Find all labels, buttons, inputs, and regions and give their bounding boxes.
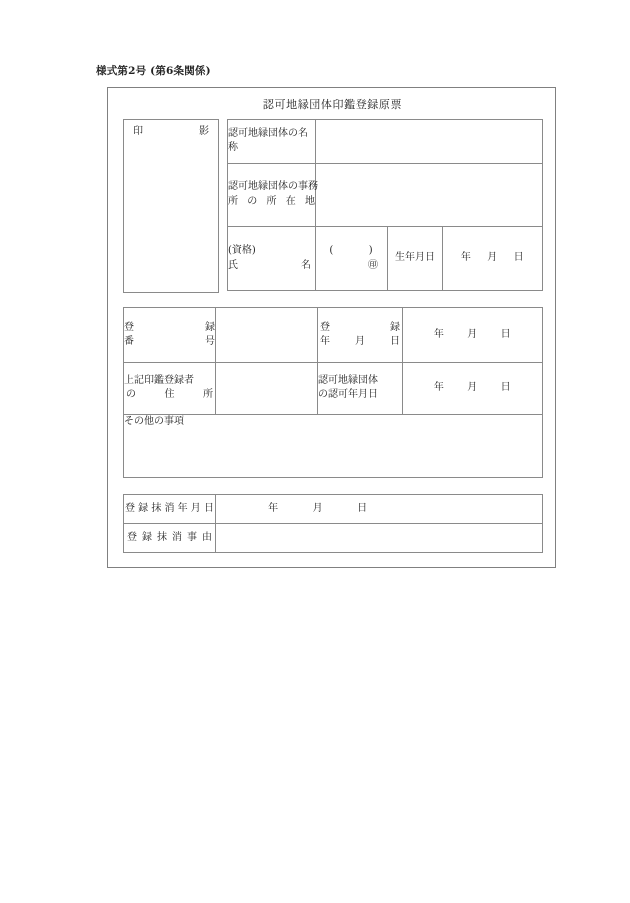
office-address-label [228, 163, 316, 227]
birthdate-month: 月 [487, 252, 498, 264]
regdate-char-4: 月 [355, 336, 365, 348]
registration-number-value[interactable] [216, 308, 318, 363]
paren-open: ( [329, 245, 335, 257]
registrant-address-value[interactable] [216, 363, 318, 414]
other-matters-cell[interactable] [124, 414, 543, 477]
birthdate-ymd [443, 251, 542, 266]
cancel-date-label-chars [124, 502, 215, 517]
registrant-address-label-line-2 [124, 388, 215, 403]
approval-month: 月 [467, 382, 478, 394]
addr-char-3: 所 [266, 195, 277, 207]
regdate-day: 日 [500, 328, 512, 340]
approval-date-value[interactable] [403, 363, 543, 414]
office-address-label-line-1: 認可地縁団体の事務 [228, 181, 318, 193]
registration-date-label [318, 308, 403, 363]
identity-table [227, 119, 543, 291]
cancel-reason-label-chars [124, 531, 215, 546]
form-number-label: 様式第2号 (第6条関係) [96, 65, 211, 77]
registration-date-ymd [403, 328, 542, 343]
birthdate-value[interactable] [443, 227, 543, 291]
office-address-label-line-2 [228, 195, 315, 210]
addr-char-5: 地 [305, 195, 315, 207]
seal-label-char-1: 印 [133, 126, 143, 137]
seal-mark-icon: ㊞ [368, 259, 378, 271]
cancel-reason-char-3: 抹 [157, 531, 167, 543]
table-row [228, 163, 543, 227]
approval-date-label [318, 363, 403, 414]
table-row [124, 363, 543, 414]
seal-impression-table [123, 119, 219, 293]
regdate-year: 年 [433, 328, 445, 340]
qualification-value [316, 244, 387, 259]
cancel-date-char-6: 月 [190, 502, 201, 514]
regaddr-char-3: 所 [203, 389, 213, 401]
registrant-address-label [124, 363, 216, 414]
name-char-1: 氏 [228, 259, 238, 271]
cancel-date-char-5: 年 [177, 502, 188, 514]
reg-date-label-line-2 [318, 335, 402, 350]
cancel-date-char-4: 消 [164, 502, 175, 514]
cancellation-reason-value[interactable] [216, 524, 543, 553]
registration-date-value[interactable] [403, 308, 543, 363]
table-row [228, 227, 543, 291]
regno-char-4: 号 [205, 336, 215, 348]
seal-label-char-2: 影 [199, 126, 209, 137]
seal-impression-cell[interactable] [124, 120, 219, 293]
group-name-value[interactable] [316, 120, 543, 164]
regdate-char-5: 日 [390, 336, 400, 348]
cancellation-reason-label [124, 524, 216, 553]
name-char-2: 名 [301, 259, 311, 271]
paren-close: ) [368, 245, 374, 257]
cancel-reason-char-2: 録 [142, 531, 152, 543]
cancellation-date-value[interactable] [216, 495, 543, 524]
cancellation-date-ymd [216, 502, 542, 517]
regno-char-2: 録 [205, 321, 215, 333]
table-row [124, 120, 219, 293]
page-title: 認可地縁団体印鑑登録原票 [262, 98, 403, 111]
cancel-month: 月 [312, 502, 324, 514]
cancel-date-char-3: 抹 [151, 502, 162, 514]
office-address-value[interactable] [316, 163, 543, 227]
birthdate-label: 生年月日 [388, 227, 443, 291]
representative-label [228, 227, 316, 291]
cancel-year: 年 [268, 502, 279, 514]
cancel-date-char-2: 録 [138, 502, 149, 514]
registration-table [123, 307, 543, 478]
representative-value-cell[interactable] [316, 227, 388, 291]
birthdate-year: 年 [460, 252, 472, 264]
cancel-reason-char-4: 消 [172, 531, 182, 543]
table-row [228, 120, 543, 164]
cancel-date-char-1: 登 [125, 502, 135, 514]
approval-date-label-line-1: 認可地縁団体 [318, 374, 378, 386]
approval-date-ymd [403, 381, 542, 396]
other-matters-label: その他の事項 [124, 415, 184, 427]
reg-no-label-line-2 [124, 335, 215, 350]
birthdate-day: 日 [513, 252, 525, 264]
cancel-reason-char-5: 事 [187, 531, 197, 543]
regdate-char-3: 年 [320, 336, 330, 348]
addr-char-4: 在 [285, 195, 296, 207]
regdate-char-2: 録 [390, 321, 400, 333]
regno-char-3: 番 [124, 336, 134, 348]
cancel-date-char-7: 日 [203, 502, 214, 514]
name-label [228, 259, 315, 274]
reg-date-label-line-1 [318, 321, 402, 336]
qualification-label: (資格) [228, 245, 256, 257]
table-row [124, 308, 543, 363]
table-row [124, 524, 543, 553]
cancel-reason-char-6: 由 [202, 531, 212, 543]
regaddr-char-1: の [126, 389, 136, 401]
regaddr-char-2: 住 [164, 389, 175, 401]
reg-no-label-line-1 [124, 321, 215, 336]
approval-day: 日 [500, 382, 512, 394]
regdate-char-1: 登 [320, 321, 330, 333]
registration-number-label [124, 308, 216, 363]
form-outer-frame [107, 87, 556, 568]
approval-date-label-line-2: の認可年月日 [318, 389, 378, 401]
cancel-reason-char-1: 登 [127, 531, 137, 543]
group-name-label: 認可地縁団体の名称 [228, 120, 316, 164]
cancellation-table [123, 494, 543, 553]
regdate-month: 月 [467, 328, 478, 340]
approval-year: 年 [433, 382, 445, 394]
cancellation-date-label [124, 495, 216, 524]
table-row [124, 414, 543, 477]
seal-impression-label [124, 120, 218, 292]
table-row [124, 495, 543, 524]
addr-char-1: 所 [228, 195, 238, 207]
addr-char-2: の [247, 195, 258, 207]
cancel-day: 日 [357, 502, 368, 514]
registrant-address-label-line-1: 上記印鑑登録者 [124, 374, 194, 386]
regno-char-1: 登 [124, 321, 134, 333]
